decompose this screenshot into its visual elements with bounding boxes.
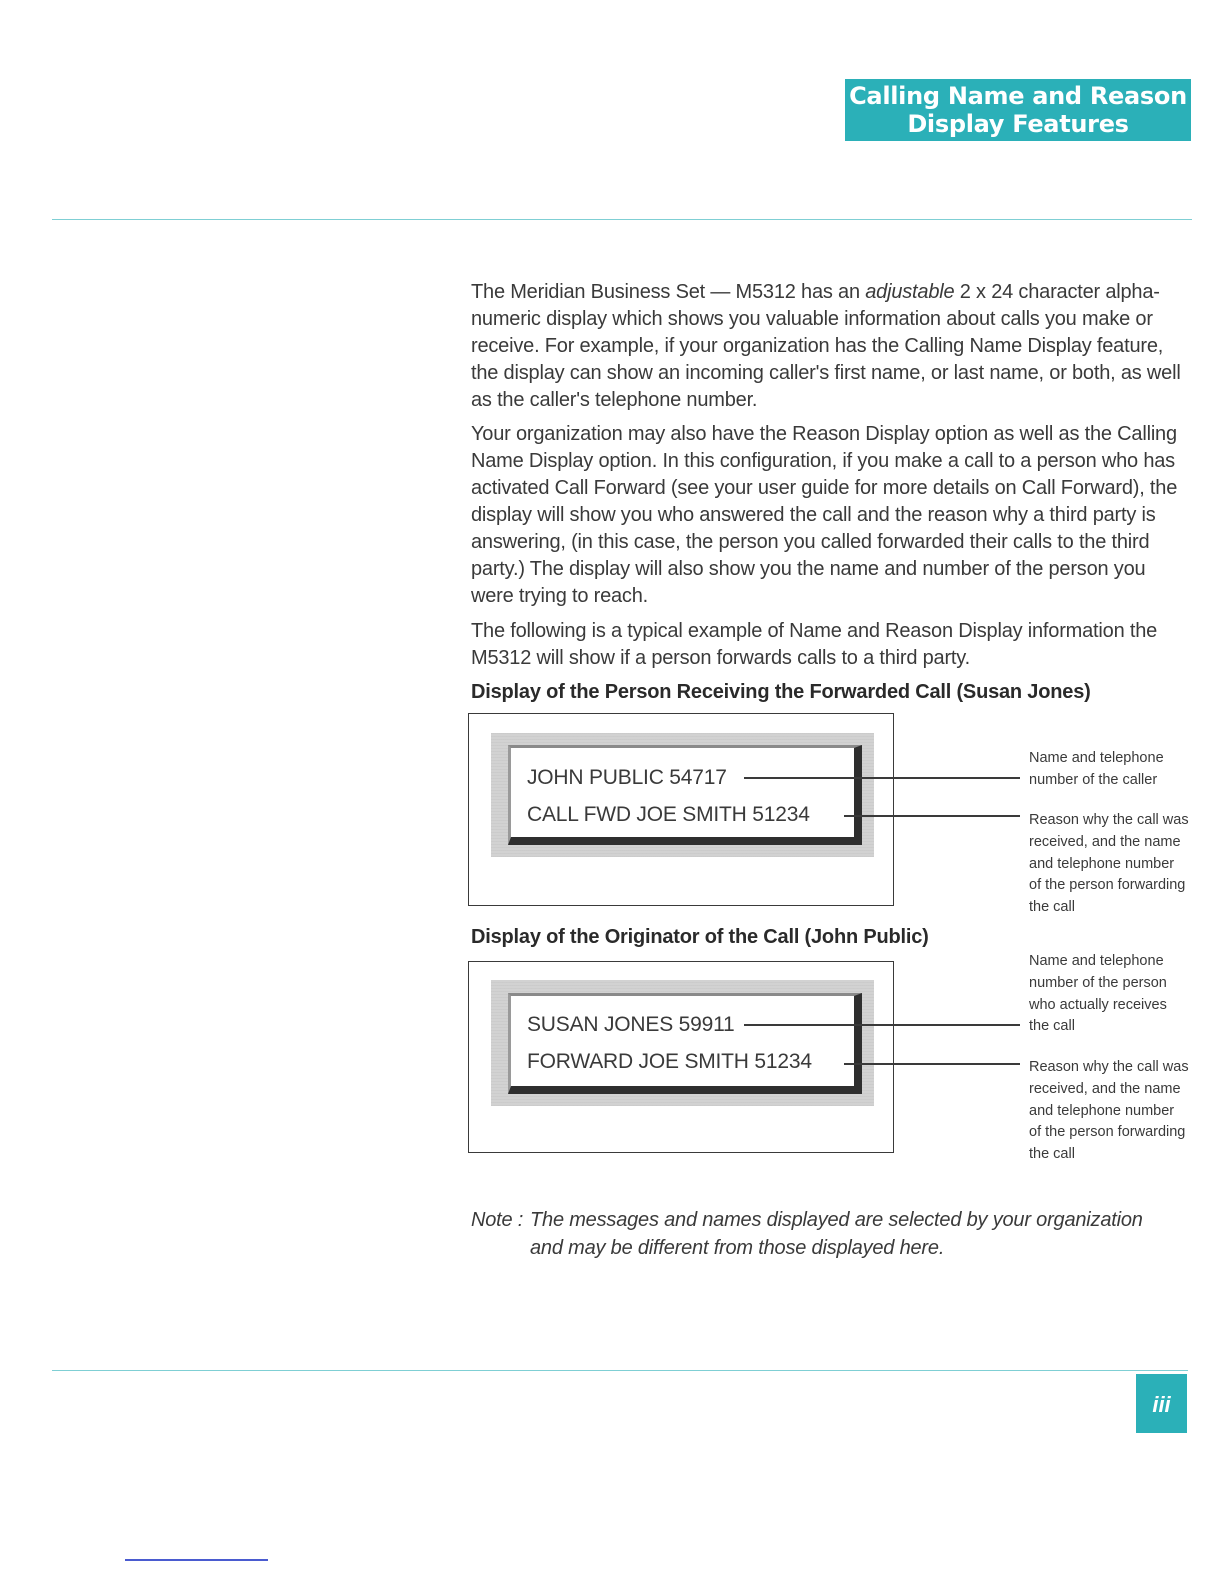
figure1-heading: Display of the Person Receiving the Forwarded Call (Susan Jones) (471, 681, 1091, 703)
figure2-display-line1: SUSAN JONES 59911 (527, 1013, 735, 1036)
figure1-callout-caller: Name and telephone number of the caller (1029, 750, 1164, 788)
example-paragraph: The following is a typical example of Name and Reason Display information the M5312 will show if a person forwards calls to a third party. (471, 620, 1158, 669)
figure2-heading: Display of the Originator of the Call (John Public) (471, 926, 929, 948)
figure1-callout-reason: Reason why the call was received, and the name and telephone number of the person forwarding the call (1029, 812, 1189, 916)
section-title-line1: Calling Name and Reason (849, 82, 1187, 110)
intro-text-b: 2 x 24 character alpha-numeric display which shows you valuable information about calls you make or receive. For example, if your organization has the Calling Name Display feature, the display can show an incoming caller's first name, or last name, or both, as well as the caller's telephone number. (471, 281, 1181, 411)
figure1-display-screen (508, 745, 862, 845)
section-title-line2: Display Features (907, 110, 1129, 138)
intro-paragraph (471, 279, 1187, 414)
note (471, 1206, 1187, 1262)
section-title-tab (845, 79, 1191, 141)
note-line2: and may be different from those displayed here. (530, 1237, 945, 1259)
figure2-callout-receiver: Name and telephone number of the person who actually receives the call (1029, 953, 1167, 1035)
note-label: Note : (471, 1209, 524, 1231)
top-divider (52, 219, 1192, 220)
page-number: iii (1136, 1374, 1187, 1433)
figure2-display-screen (508, 993, 862, 1094)
intro-emphasis: adjustable (865, 281, 955, 303)
figure1-leader-line1 (744, 777, 1020, 779)
figure1-display-line1: JOHN PUBLIC 54717 (527, 766, 727, 789)
bottom-divider (52, 1370, 1188, 1371)
figure2-leader-line1 (744, 1024, 1020, 1026)
note-line1: The messages and names displayed are selected by your organization (530, 1209, 1143, 1231)
figure2-leader-line2 (844, 1063, 1020, 1065)
intro-text-a: The Meridian Business Set — M5312 has an (471, 281, 866, 303)
footer-mark (125, 1559, 268, 1561)
figure1-display-line2: CALL FWD JOE SMITH 51234 (527, 803, 810, 826)
figure2-callout-reason: Reason why the call was received, and the name and telephone number of the person forwarding the call (1029, 1059, 1189, 1163)
figure1-leader-line2 (844, 815, 1020, 817)
reason-display-paragraph: Your organization may also have the Reason Display option as well as the Calling Name Display option. In this configuration, if you make a call to a person who has activated Call Forward (see your user guide for more details on Call Forward), the display will show you who answered the call and the reason why a third party is answering, (in this case, the person you called forwarded their calls to the third party.) The display will also show you the name and number of the person you were trying to reach. (471, 423, 1178, 607)
figure2-display-line2: FORWARD JOE SMITH 51234 (527, 1050, 812, 1073)
